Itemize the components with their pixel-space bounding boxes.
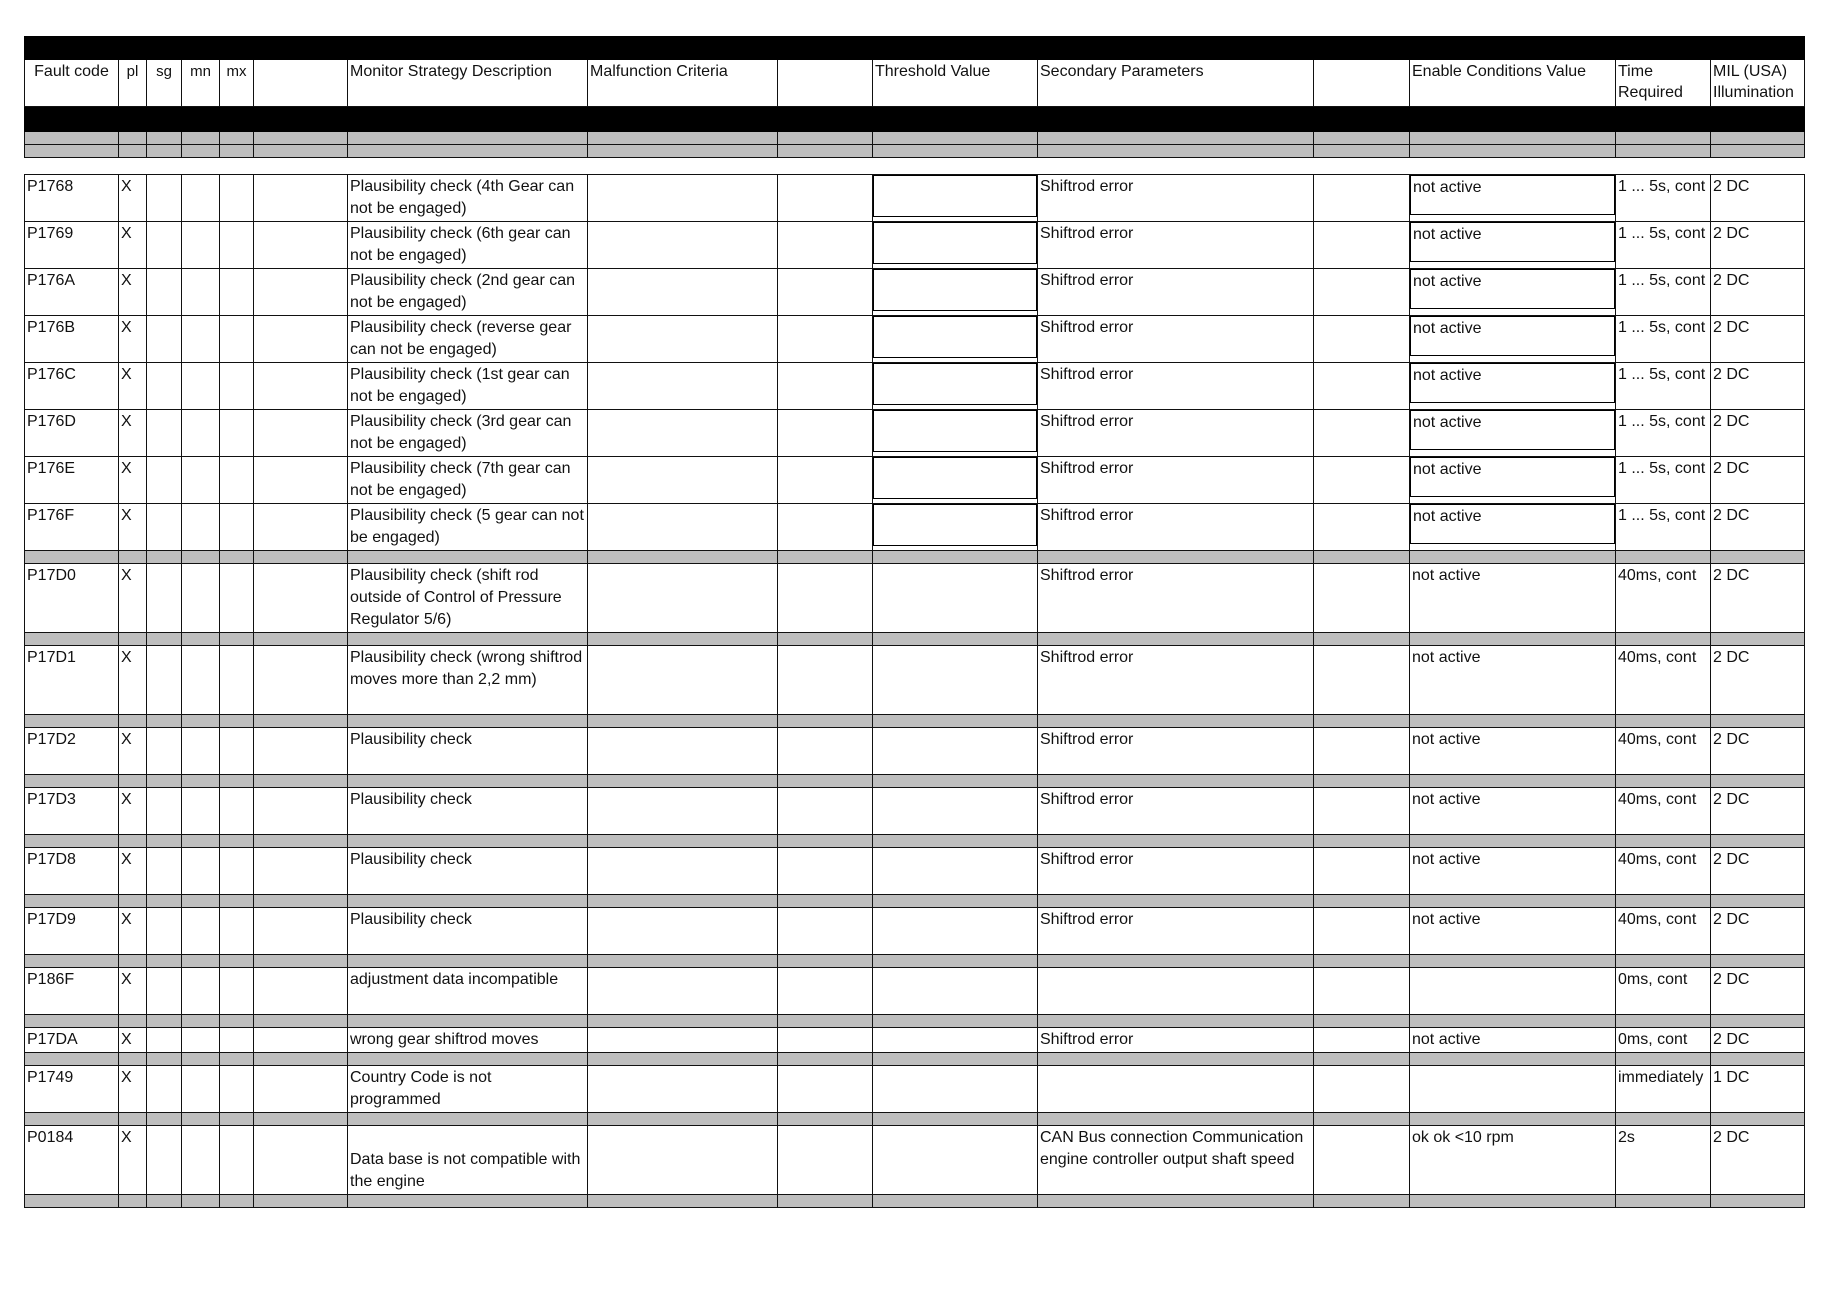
enable-condition: not active xyxy=(1410,410,1615,450)
monitor-description: Plausibility check xyxy=(348,908,588,955)
monitor-description: Plausibility check xyxy=(348,848,588,895)
time-required: 40ms, cont xyxy=(1616,848,1711,895)
time-required: 1 ... 5s, cont xyxy=(1616,457,1711,504)
separator-stripe xyxy=(25,132,1805,145)
enable-condition: not active xyxy=(1410,646,1616,715)
enable-condition: not active xyxy=(1410,728,1616,775)
time-required: 1 ... 5s, cont xyxy=(1616,222,1711,269)
enable-condition: not active xyxy=(1410,222,1615,262)
separator-stripe xyxy=(25,145,1805,158)
time-required: 40ms, cont xyxy=(1616,728,1711,775)
separator-stripe xyxy=(25,633,1805,646)
secondary-parameter: Shiftrod error xyxy=(1038,788,1314,835)
header-row xyxy=(25,60,1805,107)
mil-illumination: 2 DC xyxy=(1711,457,1805,504)
monitor-description: Plausibility check (3rd gear can not be engaged) xyxy=(348,410,588,457)
fault-code: P1749 xyxy=(25,1066,119,1113)
separator-stripe xyxy=(25,775,1805,788)
diagnostic-table-sheet xyxy=(24,36,1804,1208)
header-enable-conditions: Enable Conditions Value xyxy=(1410,60,1616,107)
secondary-parameter: CAN Bus connection Communication engine controller output shaft speed xyxy=(1038,1126,1314,1195)
separator-stripe xyxy=(25,1015,1805,1028)
time-required: 1 ... 5s, cont xyxy=(1616,363,1711,410)
fault-code: P17D8 xyxy=(25,848,119,895)
enable-condition: not active xyxy=(1410,564,1616,633)
mil-illumination: 2 DC xyxy=(1711,175,1805,222)
monitor-description: Plausibility check (2nd gear can not be engaged) xyxy=(348,269,588,316)
table-row xyxy=(25,646,1805,715)
secondary-parameter: Shiftrod error xyxy=(1038,363,1314,410)
time-required: 1 ... 5s, cont xyxy=(1616,269,1711,316)
separator-stripe xyxy=(25,551,1805,564)
pl-mark: X xyxy=(119,316,147,363)
pl-mark: X xyxy=(119,908,147,955)
monitor-description: Data base is not compatible with the engine xyxy=(348,1126,588,1195)
time-required: 0ms, cont xyxy=(1616,968,1711,1015)
separator-stripe xyxy=(25,715,1805,728)
pl-mark: X xyxy=(119,1028,147,1053)
table-row xyxy=(25,1028,1805,1053)
time-required: 40ms, cont xyxy=(1616,564,1711,633)
pl-mark: X xyxy=(119,968,147,1015)
table-row xyxy=(25,504,1805,551)
header-mx: mx xyxy=(220,60,254,107)
time-required: 40ms, cont xyxy=(1616,646,1711,715)
monitor-description: Plausibility check (4th Gear can not be engaged) xyxy=(348,175,588,222)
header-pl: pl xyxy=(119,60,147,107)
monitor-description: Plausibility check (6th gear can not be engaged) xyxy=(348,222,588,269)
table-row xyxy=(25,222,1805,269)
table-row xyxy=(25,908,1805,955)
time-required: 2s xyxy=(1616,1126,1711,1195)
enable-condition: not active xyxy=(1410,848,1616,895)
secondary-parameter: Shiftrod error xyxy=(1038,316,1314,363)
fault-code: P176C xyxy=(25,363,119,410)
diagnostic-table xyxy=(24,36,1805,1208)
mil-illumination: 2 DC xyxy=(1711,646,1805,715)
enable-condition: not active xyxy=(1410,363,1615,403)
table-row xyxy=(25,968,1805,1015)
table-row xyxy=(25,564,1805,633)
pl-mark: X xyxy=(119,269,147,316)
header-blank-1 xyxy=(254,60,348,107)
pl-mark: X xyxy=(119,1066,147,1113)
table-row xyxy=(25,457,1805,504)
pl-mark: X xyxy=(119,457,147,504)
mil-illumination: 2 DC xyxy=(1711,968,1805,1015)
header-secondary-parameters: Secondary Parameters xyxy=(1038,60,1314,107)
header-malfunction-criteria: Malfunction Criteria xyxy=(588,60,778,107)
fault-code: P176A xyxy=(25,269,119,316)
enable-condition: not active xyxy=(1410,788,1616,835)
enable-condition: not active xyxy=(1410,175,1615,215)
header-black-bar xyxy=(25,107,1805,132)
fault-code: P1769 xyxy=(25,222,119,269)
pl-mark: X xyxy=(119,175,147,222)
fault-code: P176B xyxy=(25,316,119,363)
separator-stripe xyxy=(25,1053,1805,1066)
secondary-parameter: Shiftrod error xyxy=(1038,1028,1314,1053)
separator-stripe xyxy=(25,895,1805,908)
monitor-description: Country Code is not programmed xyxy=(348,1066,588,1113)
mil-illumination: 1 DC xyxy=(1711,1066,1805,1113)
secondary-parameter: Shiftrod error xyxy=(1038,222,1314,269)
mil-illumination: 2 DC xyxy=(1711,316,1805,363)
mil-illumination: 2 DC xyxy=(1711,1126,1805,1195)
mil-illumination: 2 DC xyxy=(1711,728,1805,775)
header-sg: sg xyxy=(147,60,182,107)
time-required: 1 ... 5s, cont xyxy=(1616,316,1711,363)
header-fault-code: Fault code xyxy=(25,60,119,107)
table-row xyxy=(25,788,1805,835)
fault-code: P176F xyxy=(25,504,119,551)
pl-mark: X xyxy=(119,848,147,895)
mil-illumination: 2 DC xyxy=(1711,222,1805,269)
separator-stripe xyxy=(25,835,1805,848)
secondary-parameter: Shiftrod error xyxy=(1038,848,1314,895)
pl-mark: X xyxy=(119,363,147,410)
separator-stripe xyxy=(25,955,1805,968)
enable-condition: not active xyxy=(1410,457,1615,497)
pl-mark: X xyxy=(119,410,147,457)
time-required: 40ms, cont xyxy=(1616,908,1711,955)
monitor-description: Plausibility check (7th gear can not be engaged) xyxy=(348,457,588,504)
table-row xyxy=(25,175,1805,222)
monitor-description: Plausibility check xyxy=(348,788,588,835)
secondary-parameter: Shiftrod error xyxy=(1038,504,1314,551)
separator-stripe xyxy=(25,1113,1805,1126)
secondary-parameter: Shiftrod error xyxy=(1038,646,1314,715)
pl-mark: X xyxy=(119,222,147,269)
mil-illumination: 2 DC xyxy=(1711,908,1805,955)
header-blank-2 xyxy=(778,60,873,107)
table-row xyxy=(25,1126,1805,1195)
monitor-description: Plausibility check (wrong shiftrod moves more than 2,2 mm) xyxy=(348,646,588,715)
header-mn: mn xyxy=(182,60,220,107)
enable-condition: ok ok <10 rpm xyxy=(1410,1126,1616,1195)
fault-code: P186F xyxy=(25,968,119,1015)
table-row xyxy=(25,1066,1805,1113)
secondary-parameter: Shiftrod error xyxy=(1038,410,1314,457)
secondary-parameter: Shiftrod error xyxy=(1038,457,1314,504)
pl-mark: X xyxy=(119,788,147,835)
enable-condition: not active xyxy=(1410,269,1615,309)
spacer-row xyxy=(25,158,1805,175)
enable-condition: not active xyxy=(1410,316,1615,356)
fault-code: P17D1 xyxy=(25,646,119,715)
top-black-bar xyxy=(25,37,1805,60)
pl-mark: X xyxy=(119,504,147,551)
time-required: 1 ... 5s, cont xyxy=(1616,175,1711,222)
table-row xyxy=(25,269,1805,316)
secondary-parameter: Shiftrod error xyxy=(1038,175,1314,222)
table-row xyxy=(25,316,1805,363)
mil-illumination: 2 DC xyxy=(1711,1028,1805,1053)
table-row xyxy=(25,410,1805,457)
mil-illumination: 2 DC xyxy=(1711,564,1805,633)
secondary-parameter xyxy=(1038,968,1314,1015)
pl-mark: X xyxy=(119,1126,147,1195)
enable-condition: not active xyxy=(1410,1028,1616,1053)
mil-illumination: 2 DC xyxy=(1711,363,1805,410)
header-threshold-value: Threshold Value xyxy=(873,60,1038,107)
table-row xyxy=(25,363,1805,410)
enable-condition xyxy=(1410,968,1616,1015)
mil-illumination: 2 DC xyxy=(1711,504,1805,551)
enable-condition: not active xyxy=(1410,504,1615,544)
time-required: 1 ... 5s, cont xyxy=(1616,504,1711,551)
fault-code: P1768 xyxy=(25,175,119,222)
monitor-description: Plausibility check (reverse gear can not be engaged) xyxy=(348,316,588,363)
mil-illumination: 2 DC xyxy=(1711,848,1805,895)
time-required: 1 ... 5s, cont xyxy=(1616,410,1711,457)
fault-code: P17D3 xyxy=(25,788,119,835)
fault-code: P17D9 xyxy=(25,908,119,955)
table-row xyxy=(25,848,1805,895)
monitor-description: Plausibility check (1st gear can not be engaged) xyxy=(348,363,588,410)
secondary-parameter: Shiftrod error xyxy=(1038,728,1314,775)
secondary-parameter xyxy=(1038,1066,1314,1113)
fault-code: P17DA xyxy=(25,1028,119,1053)
mil-illumination: 2 DC xyxy=(1711,269,1805,316)
secondary-parameter: Shiftrod error xyxy=(1038,908,1314,955)
monitor-description: Plausibility check (5 gear can not be engaged) xyxy=(348,504,588,551)
mil-illumination: 2 DC xyxy=(1711,410,1805,457)
enable-condition: not active xyxy=(1410,908,1616,955)
pl-mark: X xyxy=(119,646,147,715)
monitor-description: Plausibility check (shift rod outside of Control of Pressure Regulator 5/6) xyxy=(348,564,588,633)
mil-illumination: 2 DC xyxy=(1711,788,1805,835)
time-required: 40ms, cont xyxy=(1616,788,1711,835)
monitor-description: Plausibility check xyxy=(348,728,588,775)
pl-mark: X xyxy=(119,564,147,633)
pl-mark: X xyxy=(119,728,147,775)
secondary-parameter: Shiftrod error xyxy=(1038,269,1314,316)
header-monitor-strategy: Monitor Strategy Description xyxy=(348,60,588,107)
secondary-parameter: Shiftrod error xyxy=(1038,564,1314,633)
separator-stripe xyxy=(25,1195,1805,1208)
header-mil: MIL (USA) Illumination xyxy=(1711,60,1805,107)
monitor-description: adjustment data incompatible xyxy=(348,968,588,1015)
fault-code: P0184 xyxy=(25,1126,119,1195)
fault-code: P176E xyxy=(25,457,119,504)
fault-code: P17D0 xyxy=(25,564,119,633)
header-time-required: Time Required xyxy=(1616,60,1711,107)
table-row xyxy=(25,728,1805,775)
time-required: 0ms, cont xyxy=(1616,1028,1711,1053)
header-blank-3 xyxy=(1314,60,1410,107)
fault-code: P176D xyxy=(25,410,119,457)
monitor-description: wrong gear shiftrod moves xyxy=(348,1028,588,1053)
fault-code: P17D2 xyxy=(25,728,119,775)
time-required: immediately xyxy=(1616,1066,1711,1113)
enable-condition xyxy=(1410,1066,1616,1113)
